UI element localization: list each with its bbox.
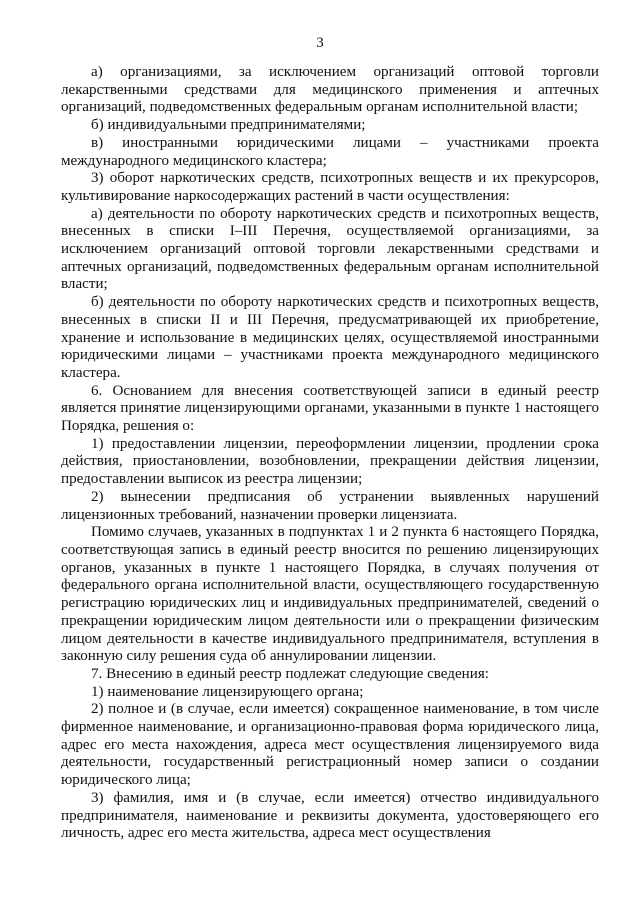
paragraph: б) индивидуальными предпринимателями; bbox=[91, 117, 366, 134]
paragraph: в) иностранными юридическими лицами – участниками проекта международного медицинского кластера; bbox=[61, 134, 599, 169]
paragraph: 1) наименование лицензирующего органа; bbox=[91, 683, 364, 700]
page-number: 3 bbox=[316, 35, 324, 51]
paragraph: а) деятельности по обороту наркотических средств и психотропных веществ, внесенных в списки I–III Перечня, осуществляемой организациями, за исключением организаций оптовой торговли лекарственными средствами и аптечных организаций, подведомственных федеральным органам исполнительной власти; bbox=[61, 205, 599, 293]
paragraph: 3) оборот наркотических средств, психотропных веществ и их прекурсоров, культивирование наркосодержащих растений в части осуществления: bbox=[61, 170, 599, 204]
paragraph: 6. Основанием для внесения соответствующей записи в единый реестр является принятие лицензирующими органами, указанными в пункте 1 настоящего Порядка, решения о: bbox=[61, 382, 599, 435]
document-body bbox=[61, 64, 599, 843]
paragraph: Помимо случаев, указанных в подпунктах 1 и 2 пункта 6 настоящего Порядка, соответствующая запись в единый реестр вносится по решению лицензирующих органов, указанных в пункте 1 настоящего Порядка, в случаях получения от федерального органа исполнительной власти, осуществляющего государственную регистрацию юридических лиц и индивидуальных предпринимателей, сведений о прекращении юридическим лицом деятельности или о прекращении физическим лицом деятельности в качестве индивидуального предпринимателя, вступления в законную силу решения суда об аннулировании лицензии. bbox=[61, 524, 599, 665]
paragraph: 7. Внесению в единый реестр подлежат следующие сведения: bbox=[91, 665, 489, 682]
paragraph: 3) фамилия, имя и (в случае, если имеется) отчество индивидуального предпринимателя, наименование и реквизиты документа, удостоверяющего его личность, адрес его места жительства, адреса мест осуществления bbox=[61, 789, 599, 842]
paragraph: 2) вынесении предписания об устранении выявленных нарушений лицензионных требований, назначении проверки лицензиата. bbox=[61, 488, 599, 523]
paragraph: а) организациями, за исключением организаций оптовой торговли лекарственными средствами для медицинского применения и аптечных организаций, подведомственных федеральным органам исполнительной власти; bbox=[61, 64, 599, 116]
paragraph: б) деятельности по обороту наркотических средств и психотропных веществ, внесенных в списки II и III Перечня, предусматривающей их приобретение, хранение и использование в медицинских целях, осуществляемой иностранными юридическими лицами – участниками проекта международного медицинского кластера. bbox=[61, 294, 599, 381]
paragraph: 2) полное и (в случае, если имеется) сокращенное наименование, в том числе фирменное наименование, и организационно-правовая форма юридического лица, адрес его места нахождения, адреса мест осуществления лицензируемого вида деятельности, государственный регистрационный номер записи о создании юридического лица; bbox=[61, 701, 599, 789]
paragraph: 1) предоставлении лицензии, переоформлении лицензии, продлении срока действия, приостановлении, возобновлении, прекращении действия лицензии, предоставлении выписок из реестра лицензии; bbox=[61, 435, 599, 488]
